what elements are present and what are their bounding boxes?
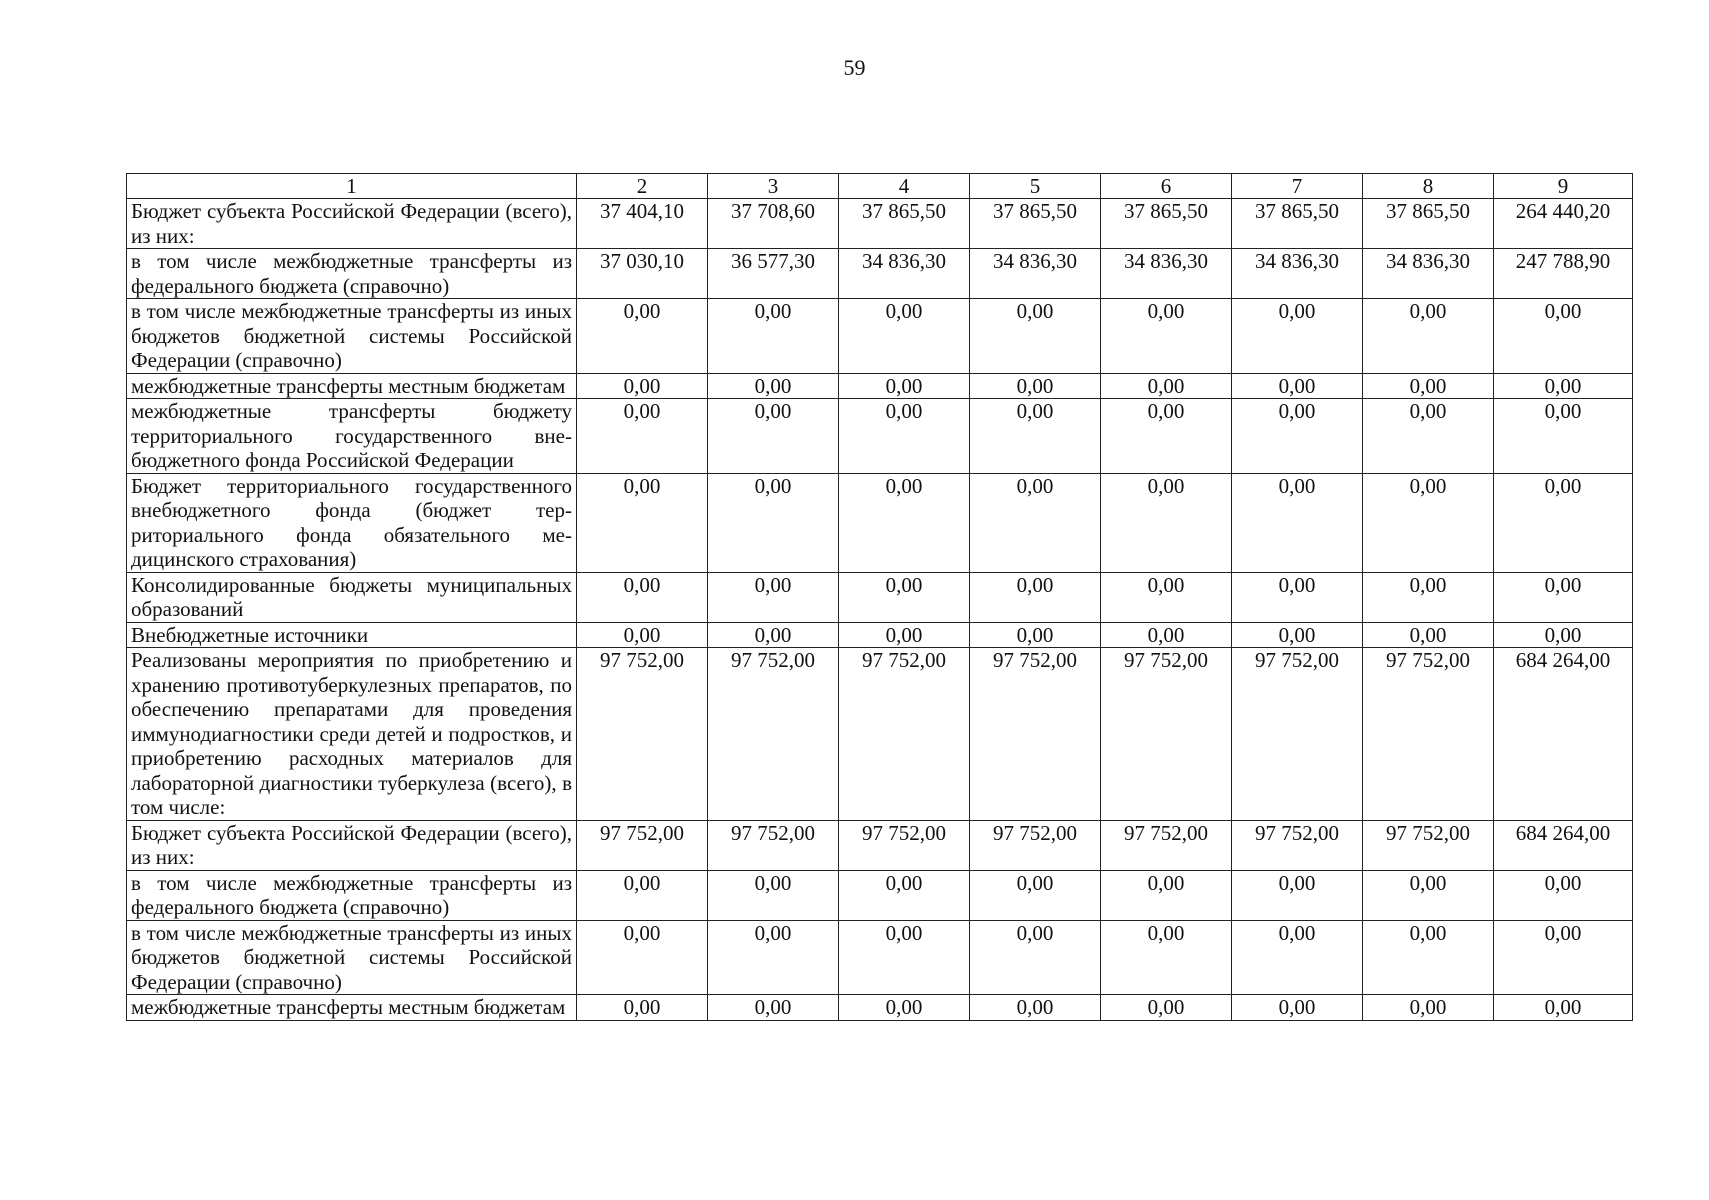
value-cell: 0,00: [1101, 299, 1232, 374]
value-cell: 0,00: [577, 870, 708, 920]
value-cell: 0,00: [1232, 373, 1363, 399]
row-label: в том числе межбюджетные трансферты из федерального бюджета (справочно): [127, 249, 577, 299]
value-cell: 0,00: [970, 373, 1101, 399]
column-header: 1: [127, 174, 577, 199]
row-label: межбюджетные трансферты бюджету территориального государственного внебюджетного фонда Российской Федерации: [127, 399, 577, 474]
table-row: [127, 299, 1633, 374]
table-row: [127, 199, 1633, 249]
total-cell: 0,00: [1494, 572, 1633, 622]
value-cell: 37 865,50: [1101, 199, 1232, 249]
value-cell: 0,00: [1363, 920, 1494, 995]
column-header: 4: [839, 174, 970, 199]
total-cell: 0,00: [1494, 399, 1633, 474]
total-cell: 684 264,00: [1494, 648, 1633, 821]
value-cell: 34 836,30: [839, 249, 970, 299]
table-row: [127, 249, 1633, 299]
value-cell: 0,00: [708, 870, 839, 920]
column-header: 2: [577, 174, 708, 199]
value-cell: 0,00: [839, 399, 970, 474]
value-cell: 97 752,00: [708, 648, 839, 821]
value-cell: 0,00: [708, 473, 839, 572]
value-cell: 97 752,00: [1101, 648, 1232, 821]
value-cell: 0,00: [577, 622, 708, 648]
value-cell: 37 404,10: [577, 199, 708, 249]
table-row: [127, 648, 1633, 821]
value-cell: 0,00: [1232, 995, 1363, 1021]
value-cell: 0,00: [577, 920, 708, 995]
page-number: 59: [843, 55, 866, 80]
row-label: межбюджетные трансферты местным бюджетам: [127, 373, 577, 399]
value-cell: 0,00: [1232, 870, 1363, 920]
table-row: [127, 870, 1633, 920]
column-header: 5: [970, 174, 1101, 199]
value-cell: 0,00: [1232, 622, 1363, 648]
value-cell: 0,00: [1101, 572, 1232, 622]
value-cell: 0,00: [1363, 995, 1494, 1021]
total-cell: 0,00: [1494, 920, 1633, 995]
value-cell: 0,00: [970, 622, 1101, 648]
value-cell: 0,00: [1363, 473, 1494, 572]
value-cell: 0,00: [1363, 622, 1494, 648]
value-cell: 0,00: [1363, 373, 1494, 399]
value-cell: 0,00: [708, 995, 839, 1021]
row-label: Реализованы мероприятия по приобретению и хранению противотуберкулезных препаратов, по обеспечению препаратами для проведения иммунодиагностики среди детей и подростков, и приобретению расходных материалов для лабораторной диагностики туберкулеза (всего), в том числе:: [127, 648, 577, 821]
total-cell: 0,00: [1494, 373, 1633, 399]
value-cell: 0,00: [839, 373, 970, 399]
value-cell: 0,00: [839, 622, 970, 648]
header-row: [127, 174, 1633, 199]
value-cell: 0,00: [577, 373, 708, 399]
value-cell: 97 752,00: [1232, 820, 1363, 870]
value-cell: 34 836,30: [1101, 249, 1232, 299]
value-cell: 0,00: [1232, 299, 1363, 374]
value-cell: 0,00: [970, 870, 1101, 920]
value-cell: 97 752,00: [577, 820, 708, 870]
value-cell: 0,00: [1101, 399, 1232, 474]
table-row: [127, 820, 1633, 870]
value-cell: 0,00: [1101, 870, 1232, 920]
value-cell: 0,00: [708, 299, 839, 374]
total-cell: 264 440,20: [1494, 199, 1633, 249]
value-cell: 34 836,30: [1232, 249, 1363, 299]
column-header: 6: [1101, 174, 1232, 199]
value-cell: 97 752,00: [839, 648, 970, 821]
value-cell: 0,00: [708, 622, 839, 648]
value-cell: 36 577,30: [708, 249, 839, 299]
value-cell: 97 752,00: [1363, 648, 1494, 821]
row-label: Внебюджетные источники: [127, 622, 577, 648]
table-body: [127, 199, 1633, 1021]
value-cell: 0,00: [1101, 995, 1232, 1021]
value-cell: 0,00: [577, 473, 708, 572]
total-cell: 0,00: [1494, 622, 1633, 648]
value-cell: 0,00: [1363, 572, 1494, 622]
row-label: в том числе межбюджетные трансферты из иных бюджетов бюджетной системы Российской Федерации (справочно): [127, 920, 577, 995]
value-cell: 0,00: [577, 299, 708, 374]
row-label: Бюджет субъекта Российской Федерации (всего), из них:: [127, 199, 577, 249]
value-cell: 37 865,50: [1363, 199, 1494, 249]
row-label: в том числе межбюджетные трансферты из иных бюджетов бюджетной системы Российской Федерации (справочно): [127, 299, 577, 374]
row-label: межбюджетные трансферты местным бюджетам: [127, 995, 577, 1021]
value-cell: 0,00: [839, 299, 970, 374]
value-cell: 0,00: [1101, 920, 1232, 995]
table-row: [127, 622, 1633, 648]
value-cell: 97 752,00: [1363, 820, 1494, 870]
value-cell: 97 752,00: [1232, 648, 1363, 821]
table-header: [127, 174, 1633, 199]
value-cell: 97 752,00: [577, 648, 708, 821]
value-cell: 37 865,50: [970, 199, 1101, 249]
value-cell: 0,00: [1363, 870, 1494, 920]
value-cell: 97 752,00: [970, 648, 1101, 821]
value-cell: 37 030,10: [577, 249, 708, 299]
value-cell: 34 836,30: [970, 249, 1101, 299]
value-cell: 0,00: [839, 920, 970, 995]
row-label: Консолидированные бюджеты муниципальных образований: [127, 572, 577, 622]
value-cell: 0,00: [1232, 399, 1363, 474]
column-header: 7: [1232, 174, 1363, 199]
total-cell: 0,00: [1494, 473, 1633, 572]
value-cell: 37 708,60: [708, 199, 839, 249]
value-cell: 0,00: [970, 473, 1101, 572]
table-row: [127, 373, 1633, 399]
total-cell: 0,00: [1494, 299, 1633, 374]
value-cell: 97 752,00: [970, 820, 1101, 870]
value-cell: 0,00: [1232, 473, 1363, 572]
table-row: [127, 995, 1633, 1021]
budget-table: [126, 173, 1633, 1021]
value-cell: 97 752,00: [1101, 820, 1232, 870]
total-cell: 247 788,90: [1494, 249, 1633, 299]
column-header: 9: [1494, 174, 1633, 199]
total-cell: 0,00: [1494, 995, 1633, 1021]
value-cell: 0,00: [1232, 920, 1363, 995]
value-cell: 0,00: [839, 572, 970, 622]
value-cell: 0,00: [970, 299, 1101, 374]
value-cell: 97 752,00: [708, 820, 839, 870]
value-cell: 0,00: [839, 870, 970, 920]
value-cell: 0,00: [577, 995, 708, 1021]
column-header: 3: [708, 174, 839, 199]
value-cell: 0,00: [708, 399, 839, 474]
table-row: [127, 572, 1633, 622]
value-cell: 0,00: [970, 995, 1101, 1021]
table-row: [127, 399, 1633, 474]
value-cell: 0,00: [708, 373, 839, 399]
value-cell: 0,00: [1101, 622, 1232, 648]
value-cell: 0,00: [970, 920, 1101, 995]
table-row: [127, 473, 1633, 572]
value-cell: 0,00: [1101, 373, 1232, 399]
value-cell: 0,00: [1232, 572, 1363, 622]
table-row: [127, 920, 1633, 995]
value-cell: 34 836,30: [1363, 249, 1494, 299]
row-label: в том числе межбюджетные трансферты из федерального бюджета (справочно): [127, 870, 577, 920]
value-cell: 0,00: [708, 920, 839, 995]
value-cell: 0,00: [970, 572, 1101, 622]
column-header: 8: [1363, 174, 1494, 199]
value-cell: 0,00: [1101, 473, 1232, 572]
value-cell: 0,00: [1363, 399, 1494, 474]
total-cell: 684 264,00: [1494, 820, 1633, 870]
row-label: Бюджет территориального государственного внебюджетного фонда (бюджет территориального фонда обязательного медицинского страхования): [127, 473, 577, 572]
total-cell: 0,00: [1494, 870, 1633, 920]
value-cell: 37 865,50: [839, 199, 970, 249]
value-cell: 97 752,00: [839, 820, 970, 870]
value-cell: 37 865,50: [1232, 199, 1363, 249]
row-label: Бюджет субъекта Российской Федерации (всего), из них:: [127, 820, 577, 870]
value-cell: 0,00: [839, 473, 970, 572]
value-cell: 0,00: [577, 572, 708, 622]
value-cell: 0,00: [839, 995, 970, 1021]
value-cell: 0,00: [708, 572, 839, 622]
value-cell: 0,00: [577, 399, 708, 474]
value-cell: 0,00: [1363, 299, 1494, 374]
value-cell: 0,00: [970, 399, 1101, 474]
